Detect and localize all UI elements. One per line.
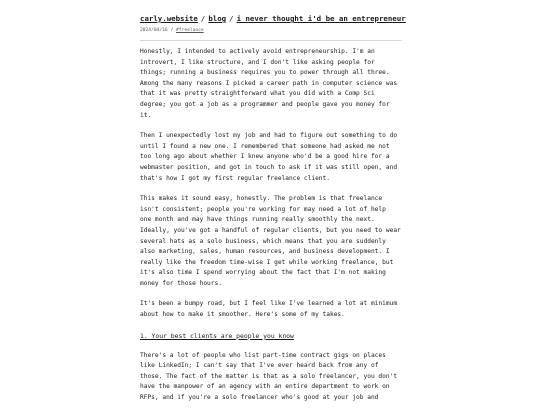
text-line: until I found a new one. I remembered that someone had asked me not [140, 142, 390, 150]
post-date: 2024/04/16 [140, 28, 168, 33]
text-line: also marketing, sales, human resources, and business development. I [140, 248, 390, 256]
breadcrumb [140, 13, 406, 25]
text-line: This makes it sound easy, honestly. The problem is that freelance [140, 195, 383, 203]
text-line: it's also time I spend worrying about the fact that I'm not making [140, 269, 386, 277]
text-line: one month and may have things running really smoothly the next. [140, 216, 375, 224]
text-line: money for those hours. [140, 279, 222, 287]
text-line: that it was pretty straightforward what you did with a Comp Sci [140, 90, 375, 98]
text-line: Ideally, you've got a handful of regular clients, but you need to wear [140, 226, 401, 234]
text-line: Honestly, I intended to actively avoid entrepreneurship. I'm an [140, 48, 375, 55]
text-line: degree; you got a job as a programmer and people gave you money for [140, 100, 390, 108]
text-line: have the manpower of an agency with an entire department to work on [140, 383, 390, 391]
text-line: several hats as a solo business, which means that you are suddenly [140, 237, 386, 245]
paragraph-4 [140, 299, 402, 320]
text-line: things; running a business requires you to power through all three. [140, 69, 390, 77]
section-heading: 1. Your best clients are people you know [140, 331, 294, 340]
text-line: about how to make it smoother. Here's some of my takes. [140, 311, 345, 319]
breadcrumb-separator: / [229, 14, 234, 23]
paragraph-1 [140, 47, 402, 121]
header-divider [140, 40, 402, 41]
text-line: like LinkedIn; I can't say that I've ever heard back from any of [140, 362, 379, 370]
blog-post-page [140, 0, 406, 414]
breadcrumb-blog-link[interactable]: blog [208, 14, 227, 23]
breadcrumb-site-link[interactable]: carly.website [140, 14, 198, 23]
paragraph-2 [140, 131, 402, 184]
tag-link[interactable]: #freelance [176, 28, 204, 33]
paragraph-3 [140, 194, 402, 289]
text-line: RFPs, and if you're a solo freelancer who's good at your job and [140, 394, 379, 402]
post-content [140, 47, 402, 404]
text-line: Then I unexpectedly lost my job and had to figure out something to do [140, 132, 398, 140]
text-line: There's a lot of people who list part-time contract gigs on places [140, 351, 386, 359]
breadcrumb-separator: / [200, 14, 206, 23]
text-line: Among the many reasons I picked a career path in computer science was [140, 79, 398, 87]
breadcrumb-post-link[interactable]: i never thought i'd be an entrepreneur [236, 14, 406, 23]
text-line: it. [140, 111, 152, 119]
meta-separator: / [170, 28, 174, 33]
paragraph-5 [140, 351, 402, 404]
text-line: webmaster position, and got in touch to ask if it was still open, and [140, 163, 398, 171]
text-line: that's how I got my first regular freelance client. [140, 174, 330, 182]
post-meta [140, 27, 402, 34]
text-line: really like the freedom time-wise I get while working freelance, but [140, 258, 394, 266]
text-line: It's been a bumpy road, but I feel like I've learned a lot at minimum [140, 300, 398, 308]
text-line: those. The fact of the matter is that as a solo freelancer, you don't [140, 372, 398, 380]
text-line: too long ago about whether I knew anyone who'd be a good hire for a [140, 153, 390, 161]
text-line: introvert, I like structure, and I don't like asking people for [140, 58, 375, 66]
text-line: isn't consistent; people you're working for may need a lot of help [140, 205, 386, 213]
